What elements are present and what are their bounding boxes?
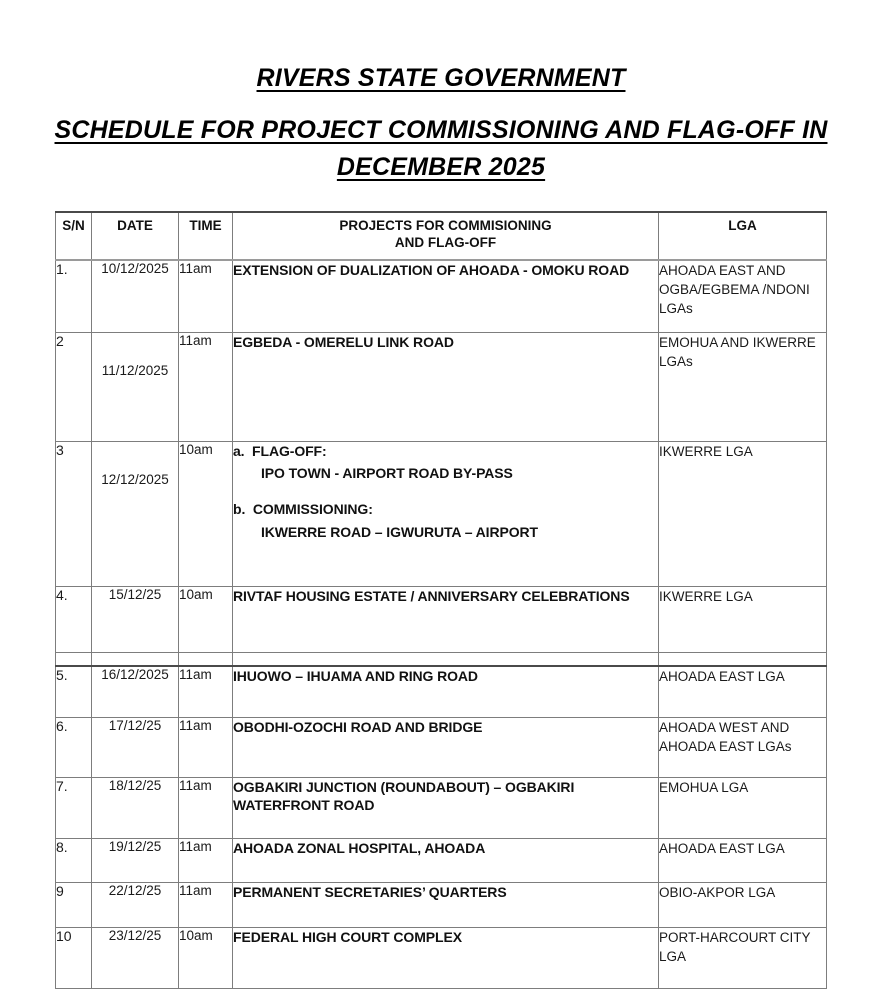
cell-project: FEDERAL HIGH COURT COMPLEX xyxy=(233,927,659,988)
cell-date: 22/12/25 xyxy=(92,882,179,927)
column-header-date: DATE xyxy=(92,212,179,260)
column-header-sn: S/N xyxy=(56,212,92,260)
cell-lga: IKWERRE LGA xyxy=(659,441,827,586)
cell-time: 11am xyxy=(179,332,233,441)
project-sub-label: b. COMMISSIONING: xyxy=(233,500,373,517)
column-header-lga: LGA xyxy=(659,212,827,260)
table-row xyxy=(56,717,827,777)
cell-time: 10am xyxy=(179,586,233,652)
cell-lga: EMOHUA LGA xyxy=(659,777,827,838)
cell-lga: PORT-HARCOURT CITY LGA xyxy=(659,927,827,988)
spacer-cell xyxy=(56,652,92,666)
cell-project: OGBAKIRI JUNCTION (ROUNDABOUT) – OGBAKIRI WATERFRONT ROAD xyxy=(233,777,659,838)
column-header-time: TIME xyxy=(179,212,233,260)
project-sub-label: a. FLAG-OFF: xyxy=(233,442,327,459)
spacer-cell xyxy=(233,652,659,666)
table-row xyxy=(56,777,827,838)
table-row xyxy=(56,441,827,586)
cell-lga: AHOADA EAST LGA xyxy=(659,666,827,718)
cell-date: 19/12/25 xyxy=(92,838,179,882)
spacer-cell xyxy=(92,652,179,666)
project-sub-item xyxy=(233,500,658,541)
cell-lga: AHOADA WEST AND AHOADA EAST LGAs xyxy=(659,717,827,777)
cell-time: 11am xyxy=(179,260,233,333)
cell-sn: 9 xyxy=(56,882,92,927)
cell-project: IHUOWO – IHUAMA AND RING ROAD xyxy=(233,666,659,718)
cell-time: 11am xyxy=(179,717,233,777)
cell-lga: AHOADA EAST LGA xyxy=(659,838,827,882)
cell-time: 11am xyxy=(179,666,233,718)
cell-project: PERMANENT SECRETARIES’ QUARTERS xyxy=(233,882,659,927)
cell-sn: 8. xyxy=(56,838,92,882)
cell-date: 12/12/2025 xyxy=(92,441,179,586)
table-row xyxy=(56,586,827,652)
schedule-table-container xyxy=(55,211,826,989)
cell-time: 11am xyxy=(179,838,233,882)
table-row xyxy=(56,927,827,988)
column-header-projects-line2: AND FLAG-OFF xyxy=(394,234,497,250)
cell-project: RIVTAF HOUSING ESTATE / ANNIVERSARY CELEBRATIONS xyxy=(233,586,659,652)
cell-time: 10am xyxy=(179,441,233,586)
cell-sn: 5. xyxy=(56,666,92,718)
cell-date: 23/12/25 xyxy=(92,927,179,988)
organisation-title-text: RIVERS STATE GOVERNMENT xyxy=(256,64,626,92)
cell-project: OBODHI-OZOCHI ROAD AND BRIDGE xyxy=(233,717,659,777)
cell-sn: 4. xyxy=(56,586,92,652)
cell-lga: IKWERRE LGA xyxy=(659,586,827,652)
cell-time: 11am xyxy=(179,882,233,927)
cell-date: 10/12/2025 xyxy=(92,260,179,333)
table-row xyxy=(56,882,827,927)
cell-date: 18/12/25 xyxy=(92,777,179,838)
organisation-title xyxy=(0,60,882,98)
project-sub-detail: IKWERRE ROAD – IGWURUTA – AIRPORT xyxy=(261,523,538,540)
table-row xyxy=(56,838,827,882)
cell-sn: 3 xyxy=(56,441,92,586)
cell-date: 16/12/2025 xyxy=(92,666,179,718)
table-row xyxy=(56,332,827,441)
project-sub-item xyxy=(233,442,658,483)
cell-sn: 10 xyxy=(56,927,92,988)
cell-sn: 6. xyxy=(56,717,92,777)
document-subtitle xyxy=(46,112,836,187)
column-header-projects xyxy=(233,212,659,260)
project-sub-list xyxy=(233,442,658,541)
table-header-row xyxy=(56,212,827,260)
column-header-projects-line1: PROJECTS FOR COMMISIONING xyxy=(339,218,552,233)
document-titles xyxy=(0,0,882,187)
cell-project: AHOADA ZONAL HOSPITAL, AHOADA xyxy=(233,838,659,882)
spacer-cell xyxy=(179,652,233,666)
cell-project: EXTENSION OF DUALIZATION OF AHOADA - OMOKU ROAD xyxy=(233,260,659,333)
cell-time: 11am xyxy=(179,777,233,838)
table-row xyxy=(56,260,827,333)
cell-date: 17/12/25 xyxy=(92,717,179,777)
cell-lga: AHOADA EAST AND OGBA/EGBEMA /NDONI LGAs xyxy=(659,260,827,333)
project-sub-detail: IPO TOWN - AIRPORT ROAD BY-PASS xyxy=(261,465,513,482)
schedule-table-body xyxy=(56,260,827,989)
cell-time: 10am xyxy=(179,927,233,988)
cell-lga: EMOHUA AND IKWERRE LGAs xyxy=(659,332,827,441)
cell-project: EGBEDA - OMERELU LINK ROAD xyxy=(233,332,659,441)
table-spacer-row xyxy=(56,652,827,666)
cell-date: 11/12/2025 xyxy=(92,332,179,441)
document-subtitle-text: SCHEDULE FOR PROJECT COMMISSIONING AND FLAG-OFF IN DECEMBER 2025 xyxy=(54,115,828,181)
schedule-table xyxy=(55,211,827,989)
cell-sn: 2 xyxy=(56,332,92,441)
cell-sn: 1. xyxy=(56,260,92,333)
cell-date: 15/12/25 xyxy=(92,586,179,652)
table-row xyxy=(56,666,827,718)
spacer-cell xyxy=(659,652,827,666)
cell-sn: 7. xyxy=(56,777,92,838)
cell-project xyxy=(233,441,659,586)
cell-lga: OBIO-AKPOR LGA xyxy=(659,882,827,927)
